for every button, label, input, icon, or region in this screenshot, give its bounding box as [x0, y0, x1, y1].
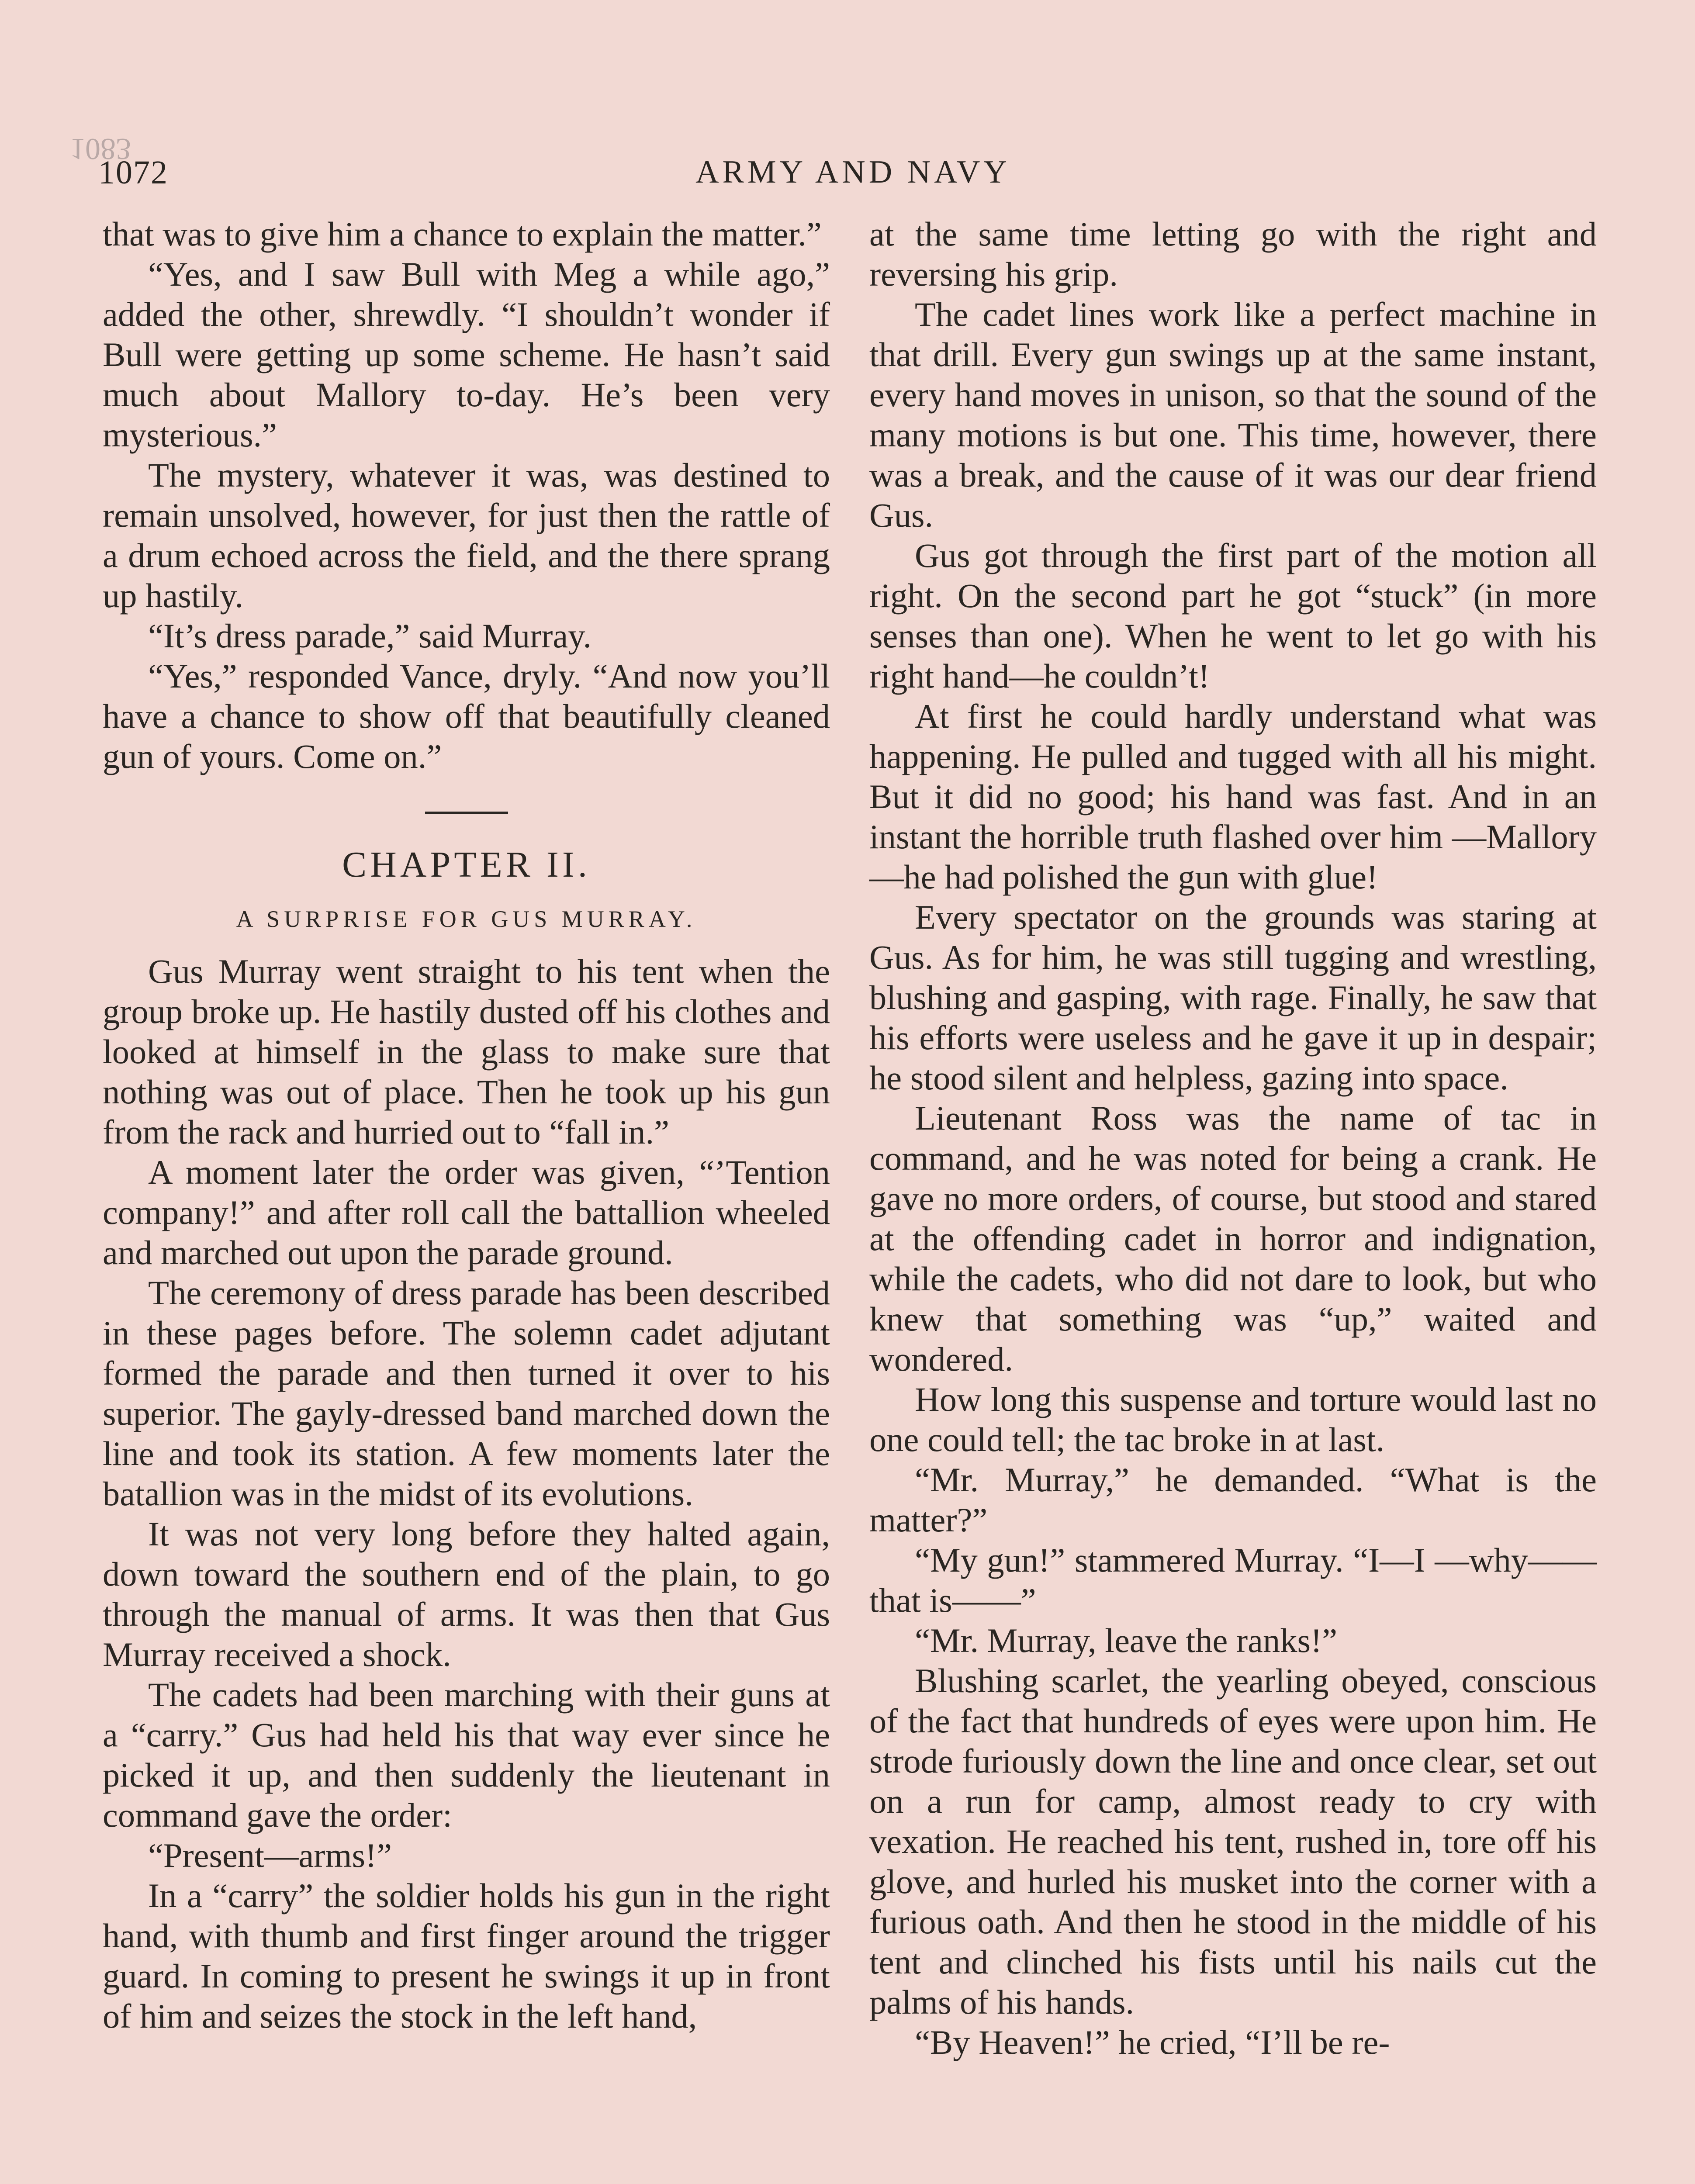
paragraph: Blushing scarlet, the yearling obeyed, conscious of the fact that hundreds of eyes were upon him. He strode furiously down the line and once clear, set out on a run for camp, almost ready to cry with vexation. He reached his tent, rushed in, tore off his glove, and hurled his musket into the corner with a furious oath. And then he stood in the middle of his tent and clinched his fists until his nails cut the palms of his hands. [869, 1662, 1597, 2021]
paragraph: “Mr. Murray,” he demanded. “What is the matter?” [869, 1461, 1597, 1539]
paragraph: “Present—arms!” [148, 1836, 392, 1874]
running-title: ARMY AND NAVY [695, 154, 1010, 190]
paragraph: “Yes, and I saw Bull with Meg a while ago,” added the other, shrewdly. “I shouldn’t wonder if Bull were getting up some scheme. He hasn’t said much about Mallory to-day. He’s been very mysterious.” [103, 255, 830, 454]
chapter-title: CHAPTER II. [342, 844, 591, 885]
paragraph: “By Heaven!” he cried, “I’ll be re- [915, 2023, 1390, 2061]
paragraph: “My gun!” stammered Murray. “I—I —why——that is——” [869, 1541, 1597, 1619]
chapter-subtitle: A SURPRISE FOR GUS MURRAY. [236, 906, 697, 932]
paragraph: “It’s dress parade,” said Murray. [148, 617, 592, 655]
paragraph: “Mr. Murray, leave the ranks!” [915, 1621, 1338, 1659]
paragraph: The cadets had been marching with their guns at a “carry.” Gus had held his that way ever since he picked it up, and then suddenly the lieutenant in command gave the order: [103, 1676, 830, 1834]
paragraph: Lieutenant Ross was the name of tac in command, and he was noted for being a crank. He gave no more orders, of course, but stood and stared at the offending cadet in horror and indignation, while the cadets, who did not dare to look, but who knew that something was “up,” waited and wondered. [869, 1099, 1597, 1378]
paragraph: It was not very long before they halted again, down toward the southern end of the plain, to go through the manual of arms. It was then that Gus Murray received a shock. [103, 1515, 830, 1673]
section-divider [425, 812, 508, 814]
paragraph: Every spectator on the grounds was staring at Gus. As for him, he was still tugging and wrestling, blushing and gasping, with rage. Finally, he saw that his efforts were useless and he gave it up in despair; he stood silent and helpless, gazing into space. [869, 898, 1597, 1097]
paragraph: at the same time letting go with the right and reversing his grip. [869, 215, 1597, 293]
paragraph: How long this suspense and torture would last no one could tell; the tac broke in at last. [869, 1380, 1597, 1458]
paragraph: Gus Murray went straight to his tent when the group broke up. He hastily dusted off his clothes and looked at himself in the glass to make sure that nothing was out of place. Then he took up his gun from the rack and hurried out to “fall in.” [103, 952, 830, 1151]
right-column [869, 214, 1597, 2063]
paragraph: In a “carry” the soldier holds his gun in the right hand, with thumb and first finger around the trigger guard. In coming to present he swings it up in front of him and seizes the stock in the left hand, [103, 1876, 830, 2035]
page-header [98, 154, 1608, 202]
bleed-through-page-number: 1083 [70, 132, 131, 166]
paragraph: A moment later the order was given, “’Tention company!” and after roll call the battallion wheeled and marched out upon the parade ground. [103, 1153, 830, 1272]
page-number: 1072 [98, 154, 168, 191]
paragraph: that was to give him a chance to explain the matter.” [103, 215, 822, 253]
left-column [103, 214, 830, 2036]
paragraph: “Yes,” responded Vance, dryly. “And now you’ll have a chance to show off that beautifully cleaned gun of yours. Come on.” [103, 657, 830, 775]
paragraph: At first he could hardly understand what was happening. He pulled and tugged with all his might. But it did no good; his hand was fast. And in an instant the horrible truth flashed over him —Mallory—he had polished the gun with glue! [869, 697, 1597, 896]
paragraph: The cadet lines work like a perfect machine in that drill. Every gun swings up at the same instant, every hand moves in unison, so that the sound of the many motions is but one. This time, however, there was a break, and the cause of it was our dear friend Gus. [869, 295, 1597, 534]
paragraph: Gus got through the first part of the motion all right. On the second part he got “stuck” (in more senses than one). When he went to let go with his right hand—he couldn’t! [869, 536, 1597, 695]
paragraph: The mystery, whatever it was, was destined to remain unsolved, however, for just then the rattle of a drum echoed across the field, and the there sprang up hastily. [103, 456, 830, 615]
paragraph: The ceremony of dress parade has been described in these pages before. The solemn cadet adjutant formed the parade and then turned it over to his superior. The gayly-dressed band marched down the line and took its station. A few moments later the batallion was in the midst of its evolutions. [103, 1274, 830, 1513]
